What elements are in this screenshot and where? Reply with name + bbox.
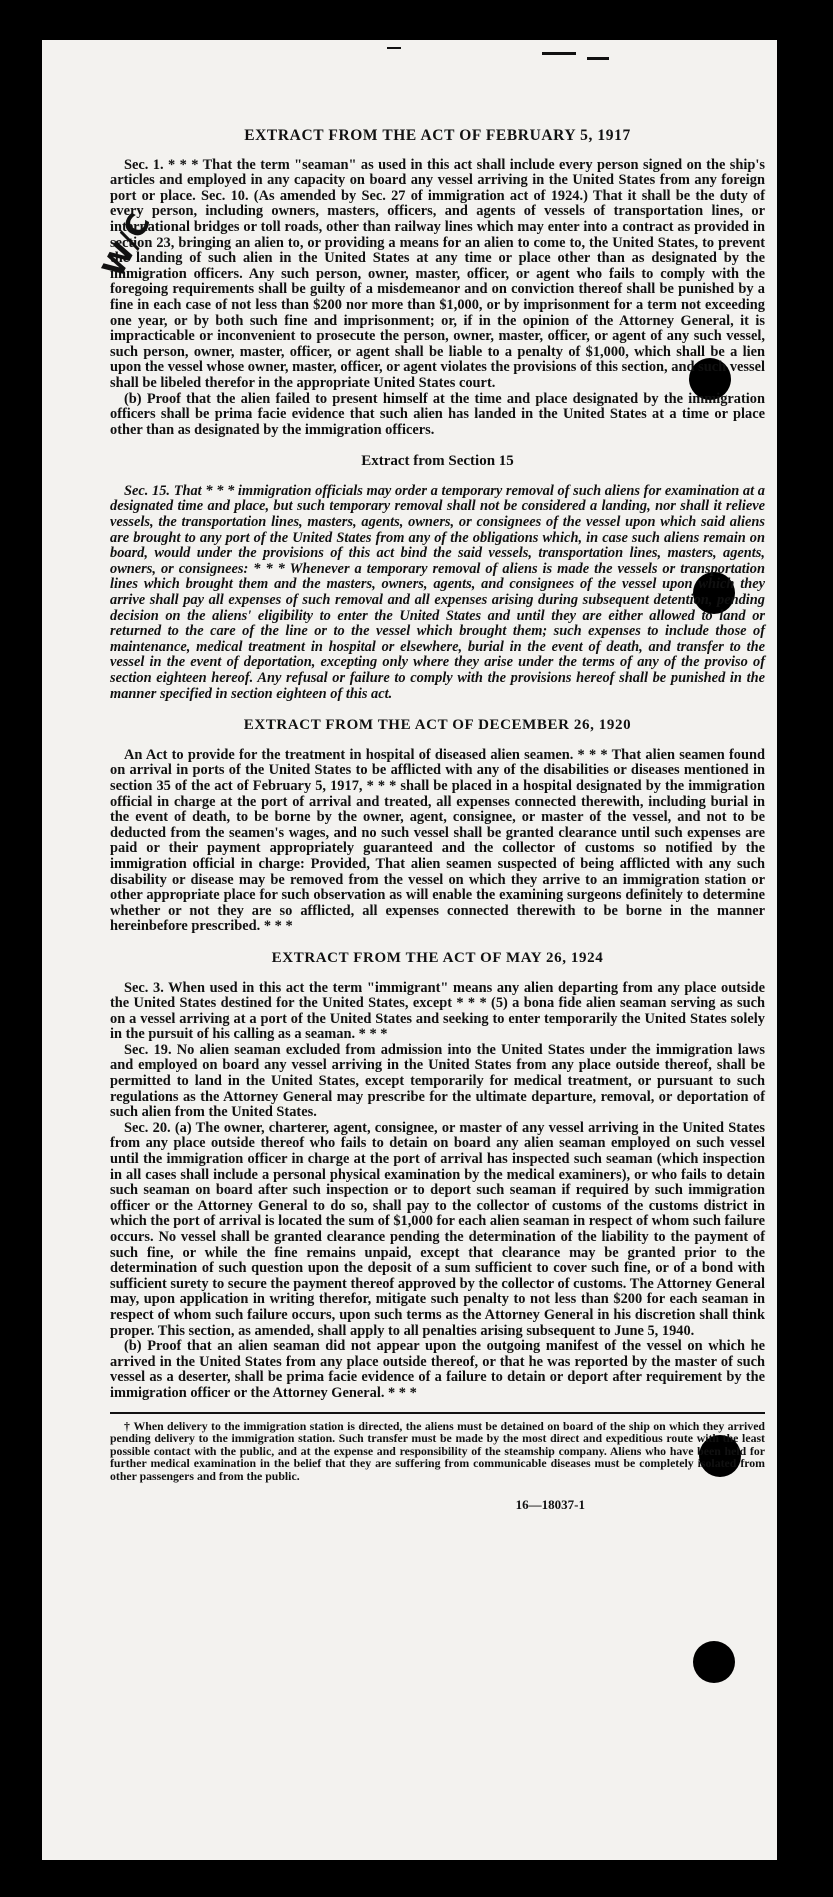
heading-act-1920: EXTRACT FROM THE ACT OF DECEMBER 26, 1920 <box>243 717 632 734</box>
document-content <box>110 128 765 1512</box>
paragraph-sec-20: Sec. 20. (a) The owner, charterer, agent, consignee, or master of any vessel arriving in the United States from any place outside thereof who fails to detain on board any alien seaman employed on such vessel until the immigration officer in charge at the port of arrival has inspected such seaman (which inspection in all cases shall include a personal physical examination by the medical examiners), or who fails to detain such seaman on board after such inspection or to deport such seaman if required by such immigration officer or the Attorney General to do so, shall pay to the collector of customs of the customs district in which the port of arrival is located the sum of $1,000 for each alien seaman in respect of whom such failure occurs. No vessel shall be granted clearance pending the determination of the liability to the payment of such fine, or while the fine remains unpaid, except that clearance may be granted prior to the determination of such question upon the deposit of a sum sufficient to cover such fine, or of a bond with sufficient surety to secure the payment thereof approved by the collector of customs. The Attorney General may, upon application in writing therefor, mitigate such penalty to not less than $200 for each seaman in respect of whom such failure occurs, upon such terms as the Attorney General in his discretion shall think proper. This section, as amended, shall apply to all penalties arising subsequent to June 5, 1940. <box>110 1119 765 1339</box>
top-mark-1 <box>387 47 401 49</box>
punch-hole <box>693 1641 735 1683</box>
paragraph-sec-1: Sec. 1. * * * That the term "seaman" as used in this act shall include every person signed on the ship's articles and employed in any capacity on board any vessel arriving in the United States from any foreign port or place. Sec. 10. (As amended by Sec. 27 of immigration act of 1924.) That it shall be the duty of every person, including owners, masters, officers, and agents of vessels of transportation lines, or international bridges or toll roads, other than railway lines which may enter into a contract as provided in section 23, bringing an alien to, or providing a means for an alien to come to, the United States, to prevent the landing of such alien in the United States at any time or place other than as designated by the immigration officers. Any such person, owner, master, officer, or agent who fails to comply with the foregoing requirements shall be guilty of a misdemeanor and on conviction thereof shall be punished by a fine in each case of not less than $200 nor more than $1,000, or by imprisonment for a term not exceeding one year, or by both such fine and imprisonment; or, if in the opinion of the Attorney General, it is impracticable or inconvenient to prosecute the person, owner, master, officer, or agent of any such vessel, such person, owner, master, officer, or agent shall be liable to a penalty of $1,000, which shall be a lien upon the vessel whose owner, master, officer, or agent violates the provisions of this section, and such vessel shall be libeled therefor in the appropriate United States court. <box>110 156 765 391</box>
paragraph-sec-3: Sec. 3. When used in this act the term "immigrant" means any alien departing from any place outside the United States destined for the United States, except * * * (5) a bona fide alien seaman serving as such on a vessel arriving at a port of the United States and seeking to enter temporarily the United States solely in the pursuit of his calling as a seaman. * * * <box>110 979 765 1043</box>
top-mark-2 <box>542 52 576 55</box>
paragraph-proof-b-1924: (b) Proof that an alien seaman did not appear upon the outgoing manifest of the vessel on which he arrived in the United States from any place outside thereof, or that he was reported by the master of such vessel as a deserter, shall be prima facie evidence of a failure to detain or deport after requirement by the immigration officer or the Attorney General. * * * <box>110 1338 765 1401</box>
form-number: 16—18037-1 <box>515 1496 585 1512</box>
footnote-divider <box>110 1412 765 1414</box>
paragraph-act-1920: An Act to provide for the treatment in hospital of diseased alien seamen. * * * That alien seamen found on arrival in ports of the United States to be afflicted with any of the disabilities or diseases mentioned in section 35 of the act of February 5, 1917, * * * shall be placed in a hospital designated by the immigration official in charge at the port of arrival and treated, all expenses connected therewith, including burial in the event of death, to be borne by the owner, agent, consignee, or master of the vessel, and not to be deducted from the seamen's wages, and no such vessel shall be granted clearance until such expenses are paid or their payment appropriately guaranteed and the collector of customs so notified by the immigration official in charge: Provided, That alien seamen suspected of being afflicted with any such disability or disease may be removed from the vessel on which they arrive to an immigration station or other appropriate place for such observation as will enable the examining surgeons definitely to determine whether or not they are so afflicted, all expenses connected therewith to be borne in the manner hereinbefore prescribed. * * * <box>110 746 765 935</box>
paragraph-proof-b: (b) Proof that the alien failed to present himself at the time and place designated by the immigration officers shall be prima facie evidence that such alien has landed in the United States at a time or place other than as designated by the immigration officers. <box>110 390 765 438</box>
document-page <box>42 40 777 1860</box>
top-mark-3 <box>587 57 609 60</box>
paragraph-sec-15: Sec. 15. That * * * immigration officials may order a temporary removal of such aliens for examination at a designated time and place, but such temporary removal shall not be considered a landing, nor shall it relieve vessels, the transportation lines, masters, agents, owners, or consignees of the vessel upon which said aliens are brought to any port of the United States from any of the obligations which, in case such aliens remain on board, would under the provisions of this act bind the said vessels, transportation lines, masters, agents, owners, or consignees: * * * Whenever a temporary removal of aliens is made the vessels or transportation lines which brought them and the masters, owners, agents, and consignees of the vessel upon which they arrive shall pay all expenses of such removal and all expenses arising during subsequent detention, pending decision on the aliens' eligibility to enter the United States and until they are either allowed to land or returned to the care of the line or to the vessel which brought them; such expenses to include those of maintenance, medical treatment in hospital or elsewhere, burial in the event of death, and transfer to the vessel in the event of deportation, excepting only where they arise under the terms of any of the proviso of section eighteen hereof. Any refusal or failure to comply with the provisions hereof shall be punished in the manner specified in section eighteen of this act. <box>110 482 765 702</box>
heading-act-1917: EXTRACT FROM THE ACT OF FEBRUARY 5, 1917 <box>244 127 631 144</box>
handwritten-note: W/C <box>96 208 159 283</box>
heading-act-1924: EXTRACT FROM THE ACT OF MAY 26, 1924 <box>271 949 604 966</box>
footnote: † When delivery to the immigration station is directed, the aliens must be detained on board of the ship on which they arrived pending delivery to the immigration station. Such transfer must be made by the most direct and expeditious route with the least possible contact with the public, and at the expense and responsibility of the steamship company. Aliens who have been held for further medical examination in the belief that they are suffering from communicable diseases must be completely isolated from other passengers and from the public. <box>110 1418 765 1483</box>
paragraph-sec-19: Sec. 19. No alien seaman excluded from admission into the United States under the immigration laws and employed on board any vessel arriving in the United States from any place outside thereof, shall be permitted to land in the United States, except temporarily for medical treatment, or pursuant to such regulations as the Attorney General may prescribe for the ultimate departure, removal, or deportation of such alien from the United States. <box>110 1041 765 1121</box>
heading-section-15: Extract from Section 15 <box>361 453 514 470</box>
